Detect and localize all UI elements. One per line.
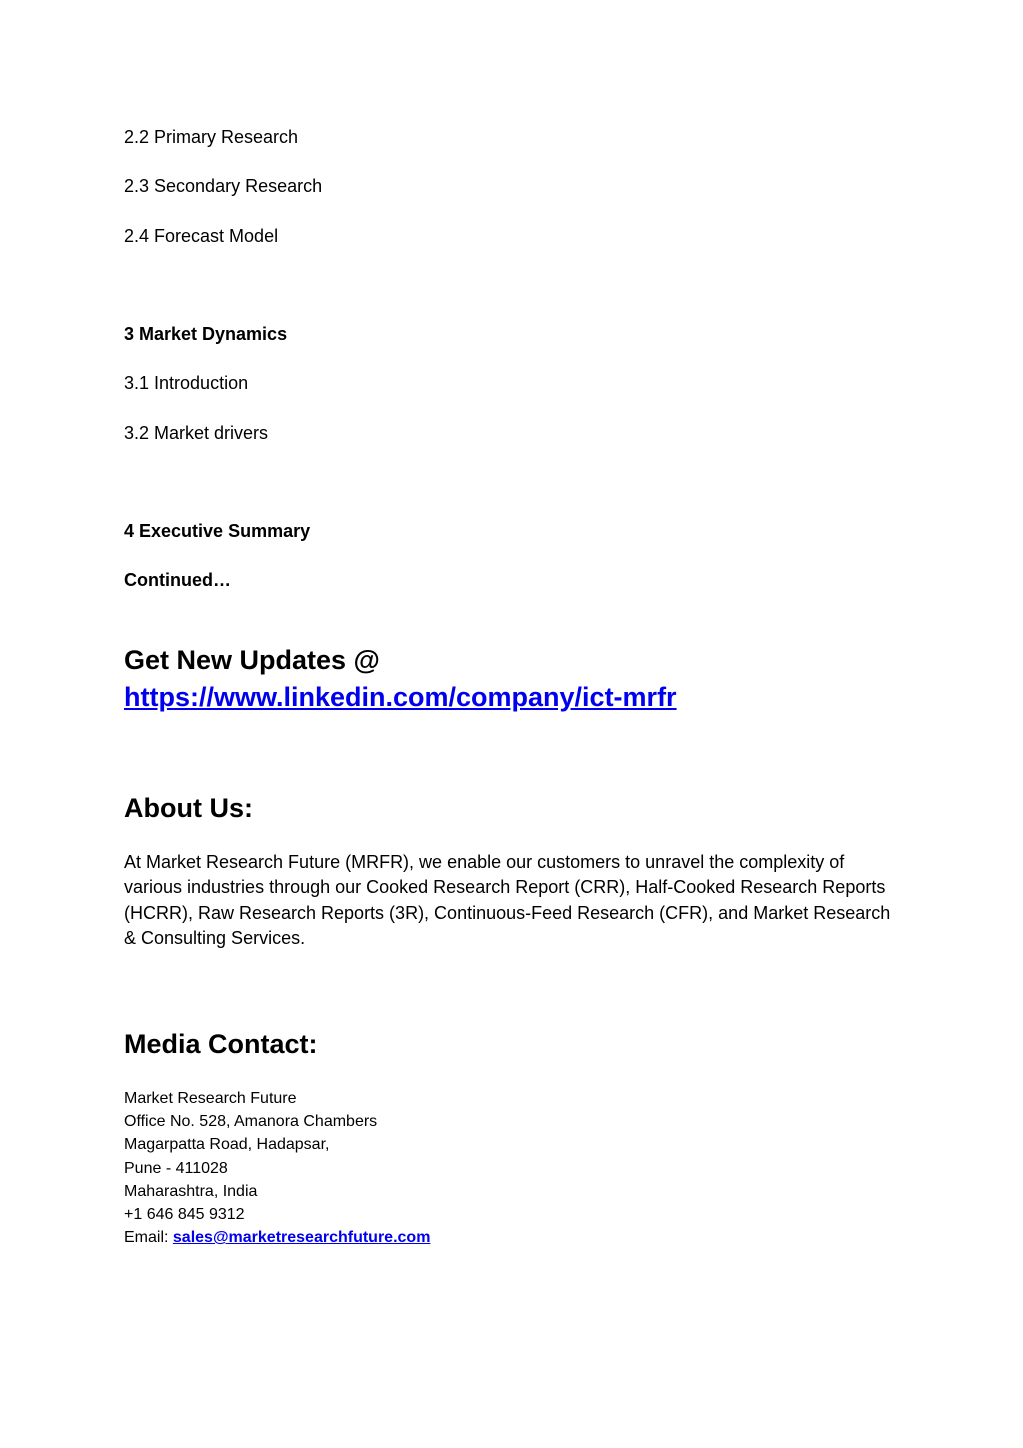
toc-item-market-drivers: 3.2 Market drivers [124,423,269,443]
toc-heading-executive-summary: 4 Executive Summary [124,521,311,541]
about-heading: About Us: [124,793,253,823]
contact-city: Pune - 411028 [124,1159,228,1177]
updates-heading: Get New Updates @ [124,645,380,675]
toc-continued: Continued… [124,570,231,590]
contact-address-block [124,1087,430,1249]
linkedin-link[interactable]: https://www.linkedin.com/company/ict-mrfr [124,682,677,712]
contact-company: Market Research Future [124,1090,297,1107]
email-label: Email: [124,1229,173,1247]
contact-email-line [124,1226,430,1249]
email-link[interactable]: sales@marketresearchfuture.com [172,1229,431,1247]
toc-item-primary-research: 2.2 Primary Research [124,127,299,147]
toc-item-introduction: 3.1 Introduction [124,373,249,393]
toc-heading-market-dynamics: 3 Market Dynamics [124,324,288,344]
contact-state: Maharashtra, India [124,1182,258,1200]
contact-office: Office No. 528, Amanora Chambers [124,1113,378,1131]
about-paragraph: At Market Research Future (MRFR), we enable our customers to unravel the complexity of various industries through our Cooked Research Report (CRR), Half-Cooked Research Reports (HCRR), Raw Research Reports (3R), Continuous-Feed Research (CFR), and Market Research & Consulting Services. [124,852,891,949]
toc-item-secondary-research: 2.3 Secondary Research [124,176,323,196]
toc-item-forecast-model: 2.4 Forecast Model [124,226,279,246]
contact-road: Magarpatta Road, Hadapsar, [124,1136,330,1154]
media-contact-heading: Media Contact: [124,1029,318,1059]
contact-phone: +1 646 845 9312 [124,1206,245,1224]
